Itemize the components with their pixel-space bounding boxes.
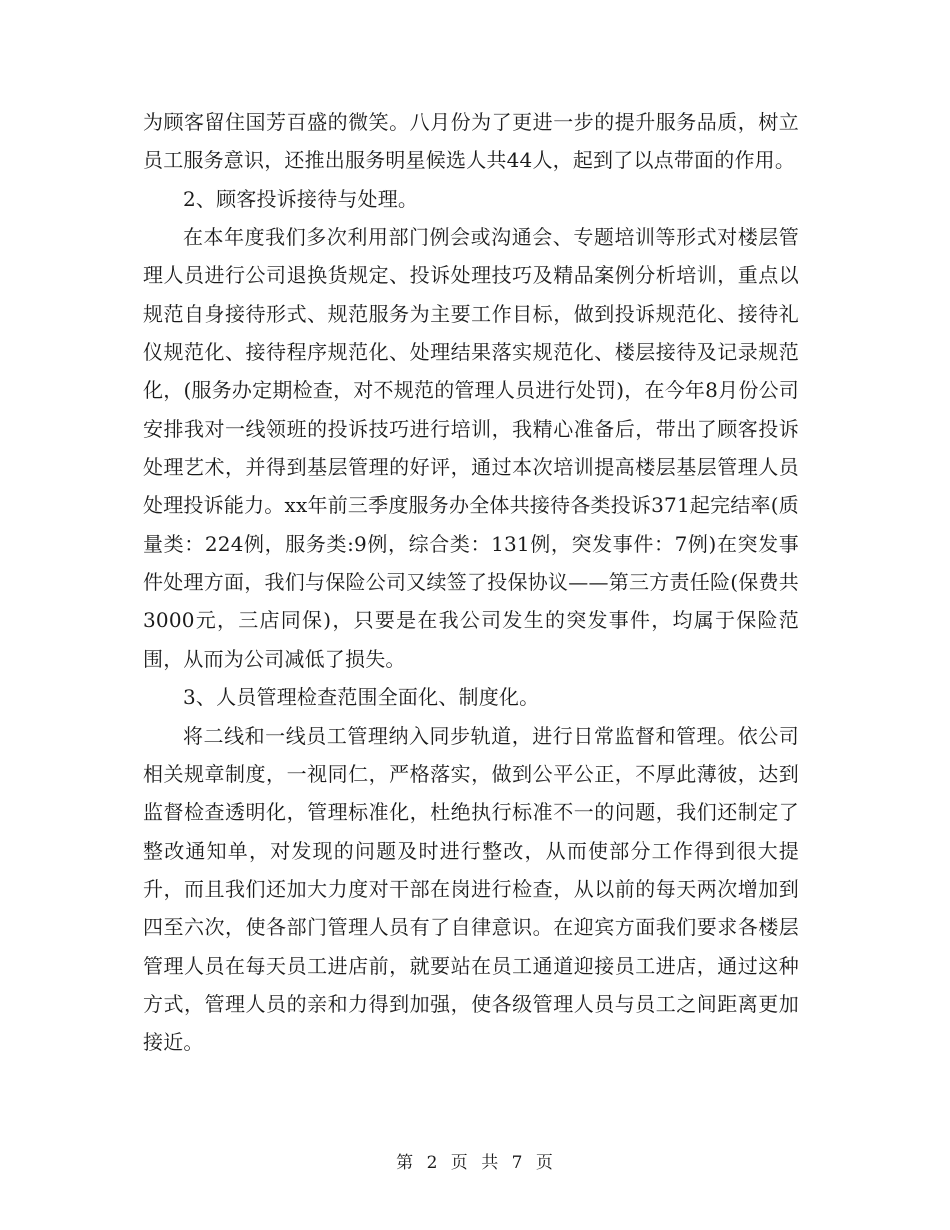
paragraph-continued: 为顾客留住国芳百盛的微笑。八月份为了更进一步的提升服务品质，树立员工服务意识，还推出服务明星候选人共44人，起到了以点带面的作用。 <box>143 110 799 173</box>
section-heading-complaint-handling: 2、顾客投诉接待与处理。 <box>183 186 419 211</box>
paragraph-complaint-handling: 在本年度我们多次利用部门例会或沟通会、专题培训等形式对楼层管理人员进行公司退换货规定、投诉处理技巧及精品案例分析培训，重点以规范自身接待形式、规范服务为主要工作目标，做到投诉规范化、接待礼仪规范化、接待程序规范化、处理结果落实规范化、楼层接待及记录规范化，(服务办定期检查，对不规范的管理人员进行处罚)，在今年8月份公司安排我对一线领班的投诉技巧进行培训，我精心准备后，带出了顾客投诉处理艺术，并得到基层管理的好评，通过本次培训提高楼层基层管理人员处理投诉能力。xx年前三季度服务办全体共接待各类投诉371起完结率(质量类：224例，服务类:9例，综合类：131例，突发事件：7例)在突发事件处理方面，我们与保险公司又续签了投保协议——第三方责任险(保费共3000元，三店同保)，只要是在我公司发生的突发事件，均属于保险范围，从而为公司减低了损失。 <box>143 225 799 671</box>
document-body <box>143 103 799 1062</box>
paragraph-staff-management: 将二线和一线员工管理纳入同步轨道，进行日常监督和管理。依公司相关规章制度，一视同仁，严格落实，做到公平公正，不厚此薄彼，达到监督检查透明化，管理标准化，杜绝执行标准不一的问题，我们还制定了整改通知单，对发现的问题及时进行整改，从而使部分工作得到很大提升，而且我们还加大力度对干部在岗进行检查，从以前的每天两次增加到四至六次，使各部门管理人员有了自律意识。在迎宾方面我们要求各楼层管理人员在每天员工进店前，就要站在员工通道迎接员工进店，通过这种方式，管理人员的亲和力得到加强，使各级管理人员与员工之间距离更加接近。 <box>143 723 799 1055</box>
page-number-footer: 第 2 页 共 7 页 <box>396 1153 554 1173</box>
section-heading-staff-management: 3、人员管理检查范围全面化、制度化。 <box>183 685 540 710</box>
